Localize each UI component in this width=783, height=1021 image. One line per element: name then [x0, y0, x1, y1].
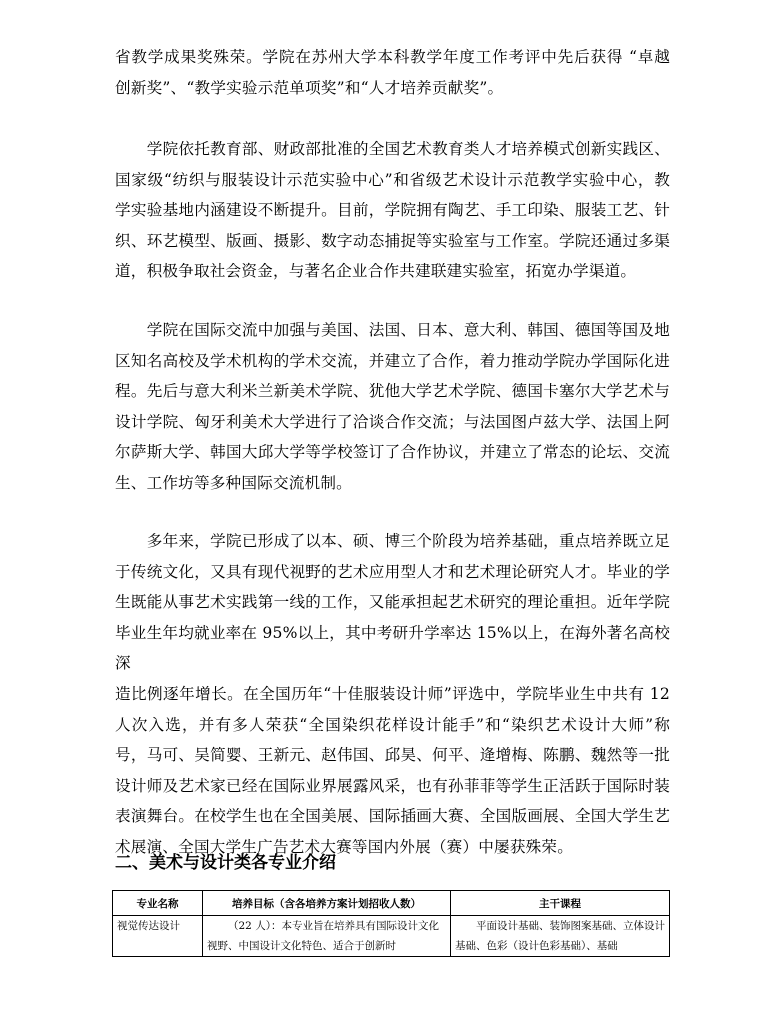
- text-line: 造比例逐年增长。在全国历年“十佳服装设计师”评选中，学院毕业生中共有 12: [115, 684, 670, 703]
- text-line: 生既能从事艺术实践第一线的工作，又能承担起艺术研究的理论重担。近年学院: [115, 593, 670, 612]
- text-line: 道，积极争取社会资金，与著名企业合作共建联建实验室，拓宽办学渠道。: [115, 262, 637, 281]
- text-line: 表演舞台。在校学生也在全国美展、国际插画大赛、全国版画展、全国大学生艺: [115, 807, 670, 826]
- paragraph-awards: [115, 42, 670, 103]
- paragraph-labs: [115, 134, 670, 287]
- goal-cell: （22 人）：本专业旨在培养具有国际设计文化视野、中国设计文化特色、适合于创新时: [203, 916, 451, 957]
- table-header-row: [113, 891, 670, 916]
- column-header-courses: 主干课程: [451, 891, 670, 916]
- text-line: 国家级“纺织与服装设计示范实验中心”和省级艺术设计示范教学实验中心，教: [115, 170, 670, 189]
- text-line: 省教学成果奖殊荣。学院在苏州大学本科教学年度工作考评中先后获得 “卓越: [115, 48, 670, 66]
- text-line: 人次入选，并有多人荣获“全国染织花样设计能手”和“染织艺术设计大师”称: [115, 715, 670, 734]
- text-line: 程。先后与意大利米兰新美术学院、犹他大学艺术学院、德国卡塞尔大学艺术与: [115, 382, 670, 401]
- text-line: 号，马可、吴简婴、王新元、赵伟国、邱昊、何平、逄增梅、陈鹏、魏然等一批: [115, 746, 670, 765]
- text-line: 术展演、全国大学生广告艺术大赛等国内外展（赛）中屡获殊荣。: [115, 837, 574, 856]
- text-line: 创新奖”、“教学实验示范单项奖”和“人才培养贡献奖”。: [115, 78, 504, 97]
- table-row: [113, 916, 670, 957]
- courses-cell: 平面设计基础、装饰图案基础、立体设计基础、色彩（设计色彩基础）、基础: [451, 916, 670, 957]
- column-header-major: 专业名称: [113, 891, 203, 916]
- text-line: 尔萨斯大学、韩国大邱大学等学校签订了合作协议，并建立了常态的论坛、交流: [115, 443, 670, 462]
- text-line: 织、环艺模型、版画、摄影、数字动态捕捉等实验室与工作室。学院还通过多渠: [115, 231, 670, 250]
- text-line: 区知名高校及学术机构的学术交流，并建立了合作，着力推动学院办学国际化进: [115, 351, 670, 370]
- majors-table: [112, 890, 670, 957]
- text-line: 毕业生年均就业率在 95%以上，其中考研升学率达 15%以上，在海外著名高校深: [115, 623, 670, 673]
- column-header-goal: 培养目标（含各培养方案计划招收人数）: [203, 891, 451, 916]
- text-line: 生、工作坊等多种国际交流机制。: [115, 473, 352, 492]
- text-line: 于传统文化，又具有现代视野的艺术应用型人才和艺术理论研究人才。毕业的学: [115, 562, 670, 581]
- section-title: 二、美术与设计类各专业介绍: [115, 853, 336, 873]
- text-line: 设计学院、匈牙利美术大学进行了洽谈合作交流；与法国图卢兹大学、法国上阿: [115, 412, 670, 431]
- text-line: 学实验基地内涵建设不断提升。目前，学院拥有陶艺、手工印染、服装工艺、针: [115, 201, 670, 220]
- text-line: 设计师及艺术家已经在国际业界展露风采，也有孙菲菲等学生正活跃于国际时装: [115, 776, 670, 795]
- text-line: 多年来，学院已形成了以本、硕、博三个阶段为培养基础，重点培养既立足: [115, 532, 670, 550]
- text-line: 学院依托教育部、财政部批准的全国艺术教育类人才培养模式创新实践区、: [115, 140, 670, 158]
- major-name-cell: 视觉传达设计: [113, 916, 203, 957]
- paragraph-international: [115, 315, 670, 499]
- text-line: 学院在国际交流中加强与美国、法国、日本、意大利、韩国、德国等国及地: [115, 321, 670, 339]
- paragraph-graduates: [115, 526, 670, 863]
